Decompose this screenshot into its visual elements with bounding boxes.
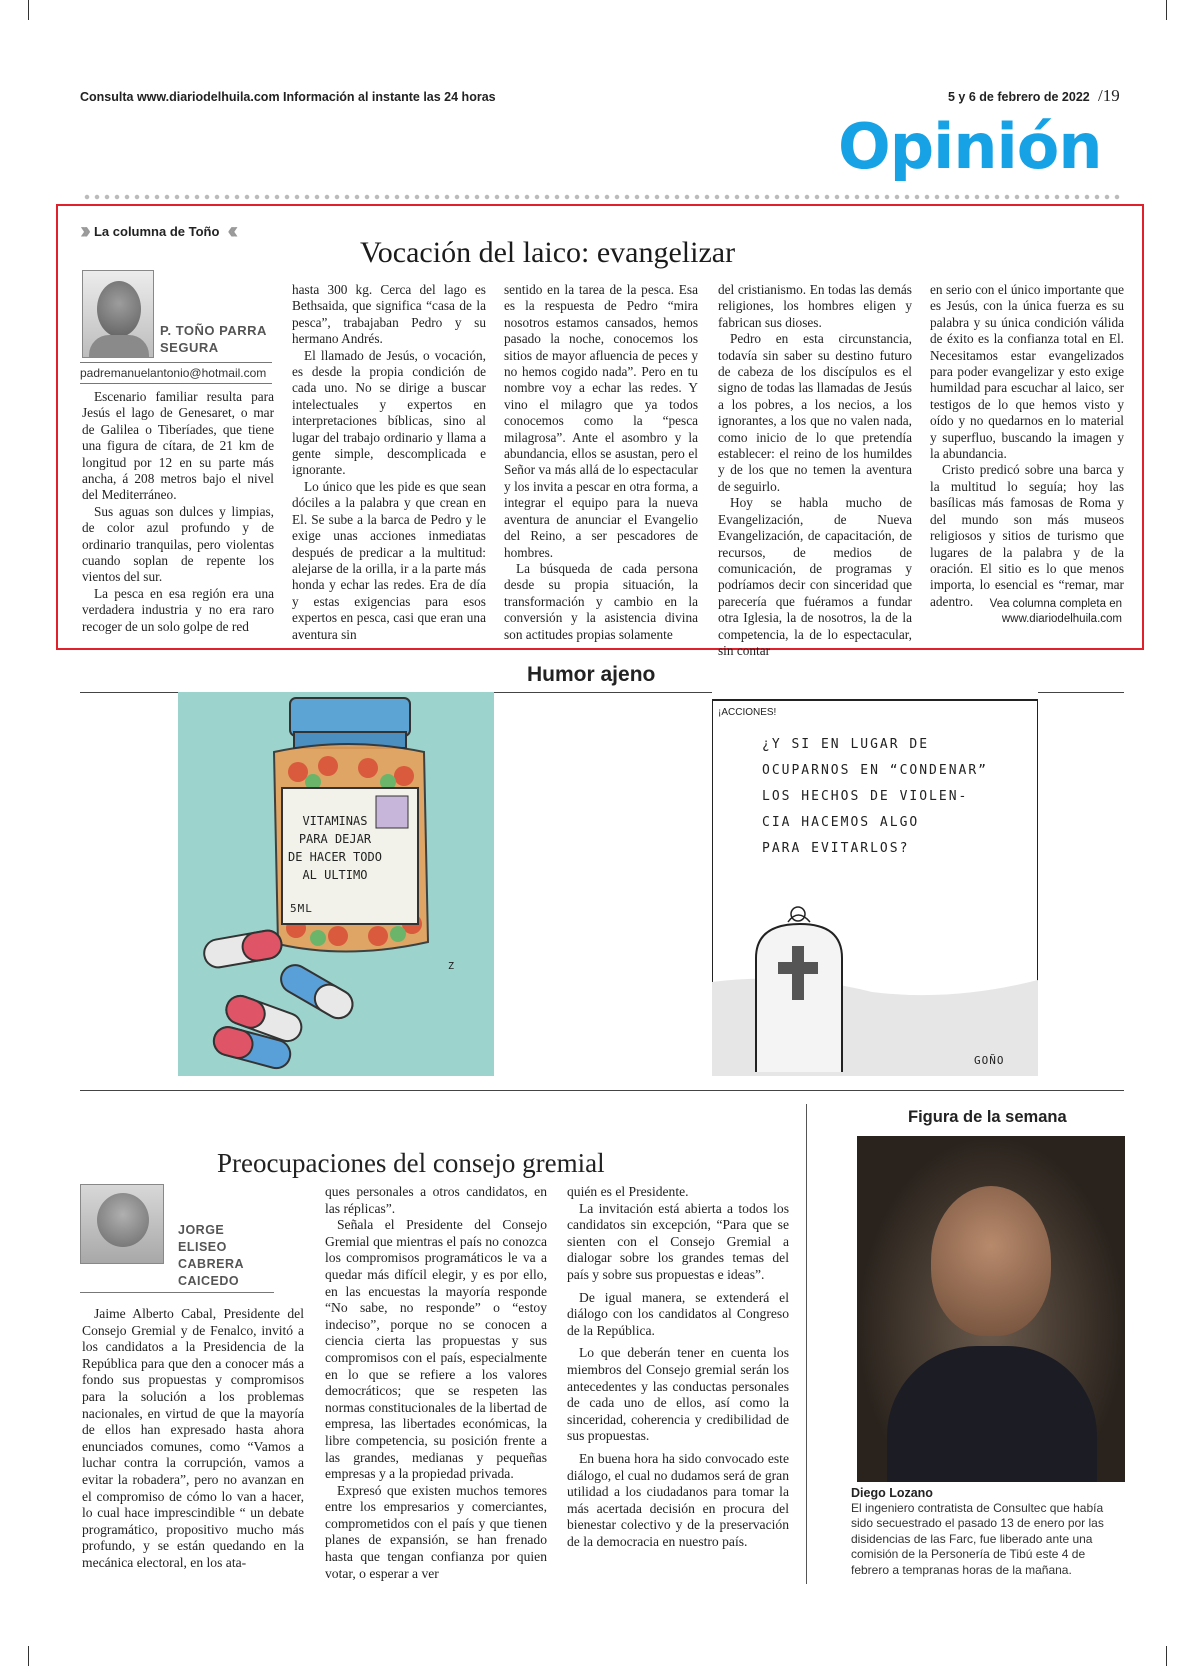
paragraph: La pesca en esa región era una verdadera industria y no era raro recoger de un solo golpe de red [82,585,274,634]
author2-name-line: CABRERA [178,1257,244,1271]
figure-name: Diego Lozano [851,1486,933,1500]
paragraph: Escenario familiar resulta para Jesús el lago de Genesaret, o mar de Galilea o Tiberíades, que tiene una figura de cítara, de 21 km de longitud por 12 en su parte más ancha, á 208 metros bajo el nivel del Mediterráneo. [82,389,274,503]
article-column-5 [930,282,1124,610]
header-website-line: Consulta www.diariodelhuila.com Información al instante las 24 horas [80,90,496,104]
artist-signature: GOÑO [974,1054,1005,1067]
paragraph: Expresó que existen muchos temores entre los empresarios y comerciantes, comprometidos con el país y que tienen planes de expansión, se han frenado hasta que tengan confianza por quien votar, o esperar a ver [325,1482,547,1581]
cartoon-speech: ¿Y SI EN LUGAR DE OCUPARNOS EN “CONDENAR” LOS HECHOS DE VIOLEN- CIA HACEMOS ALGO PARA EVITARLOS? [762,737,989,856]
paragraph: en serio con el único importante que es Jesús, con la única fuerza es su palabra y su única condición válida de éxito es la confianza total en El. Necesitamos estar evangelizados para poder evangelizar y esto exige humildad para escuchar al laico, ser testigos de lo que hemos visto y oído y no quedarnos en lo material y superfluo, buscando la imagen y la abundancia. [930,282,1124,462]
section-title: Opinión [838,110,1102,183]
read-more-label: Vea columna completa en [989,598,1122,610]
author2-name-line: JORGE [178,1223,225,1237]
read-more-note [930,597,1122,627]
paragraph: La búsqueda de cada persona desde su propia situación, la transformación y cambio en la conversión y la asistencia divina son actitudes propias solamente [504,560,698,642]
cartoon-gravestone [712,692,1038,1076]
article2-column-2 [325,1184,547,1582]
article-column-2 [292,282,486,643]
decorative-divider [82,192,1120,202]
humor-title: Humor ajeno [527,663,656,686]
author2-name [178,1222,244,1290]
author-name-line1: P. TOÑO PARRA [160,323,267,338]
paragraph: Cristo predicó sobre una barca y la multitud lo seguía; hoy las basílicas más famosas de Roma y del mundo son más museos religiosos y sitios de turismo que lugares de la palabra y de la oración. El sitio es lo que menos importa, lo esencial es “remar, mar adentro. [930,462,1124,609]
column-divider [806,1104,807,1584]
column-name-label: La columna de Toño [93,223,220,239]
author-name-line2: SEGURA [160,340,219,355]
author-name [160,322,267,356]
article2-title: Preocupaciones del consejo gremial [217,1148,605,1178]
header-date: 5 y 6 de febrero de 2022 [948,90,1090,104]
paragraph: De igual manera, se extenderá el diálogo con los candidatos al Congreso de la República. [567,1289,789,1338]
paragraph: Sus aguas son dulces y limpias, de color azul profundo y de ordinario tranquilas, pero violentas cuando soplan de repente los vientos del sur. [82,503,274,585]
column-name [80,219,233,243]
jar-label: VITAMINAS PARA DEJAR DE HACER TODO AL ULTIMO [288,814,382,882]
chevron-right-icon: ›› [80,217,86,244]
cartoon-vitamins [178,692,494,1076]
paragraph: quién es el Presidente. [567,1184,689,1199]
jar-size: 5ML [290,902,313,915]
article-column-4 [718,282,912,659]
cartoon-caption: ¡ACCIONES! [718,707,777,718]
paragraph: Jaime Alberto Cabal, Presidente del Consejo Gremial y de Fenalco, invitó a los candidatos a la Presidencia de la República para que den a conocer más a fondo sus propuestas y compromisos para la solución a los problemas nacionales, en virtud de que la mayoría de ellos han expresado hasta ahora enunciados comunes, como “Vamos a luchar contra la corrupción, vamos a evitar la robadera”, pero no avanzan en el compromiso de cómo lo van a hacer, lo cual hace imprescindible “ un debate programático, propositivo mucho más profundo, y se están quedando en la mecánica electoral, en los ata- [82,1306,304,1570]
article2-column-1 [82,1306,304,1572]
author2-photo [80,1184,164,1264]
figure-photo [857,1136,1125,1482]
paragraph: Señala el Presidente del Consejo Gremial que mientras el país no conozca los compromisos programáticos le va a quedar más difícil elegir, y es por ello, en las encuestas la mayoría responde “No sabe, no responde” o “estoy indeciso”, porque no se conocen a ciencia cierta las propuestas y sus compromisos con el país, especialmente en lo que se refiere a los valores democráticos; que se respeten las normas constitucionales de la libertad de empresa, las libertades económicas, la libre competencia, su posición frente a las grandes, medianas y pequeñas empresas y a la propiedad privada. [325,1217,547,1482]
artist-signature: Z [448,961,456,972]
author-photo [82,270,154,358]
author2-name-line: CAICEDO [178,1274,240,1288]
chevron-left-icon: ‹‹ [227,217,234,244]
paragraph: Lo que deberán tener en cuenta los miembros del Consejo gremial serán los antecedentes y las conductas personales de cada uno de ellos, así como la sinceridad, coherencia y credibilidad de sus propuestas. [567,1345,789,1444]
paragraph: ques personales a otros candidatos, en las réplicas”. [325,1184,547,1216]
paragraph: sentido en la tarea de la pesca. Esa es la respuesta de Pedro “mira nosotros estamos cansados, hemos pasado la noche, conocemos los sitios de mayor afluencia de peces y no hemos cogido nada”. Pero en tu nombre voy a echar las redes. Y vino el milagro que ya todos conocemos como la “pesca milagrosa”. Ante el asombro y la abundancia, ellos se asustan, pero el Señor va más allá de lo espectacular y los invita a pescar en otra forma, a integrar el equipo para la nueva aventura de anunciar el Evangelio del Reino, a ser pescadores de hombres. [504,282,698,560]
article-column-1 [82,389,274,635]
figure-title: Figura de la semana [908,1108,1067,1126]
article2-column-3 [567,1184,789,1550]
paragraph: En buena hora ha sido convocado este diálogo, el cual no dudamos será de gran utilidad a los ciudadanos para tomar la más acertada decisión en procura del bienestar colectivo y de la preservación de la democracia en nuestro país. [567,1450,789,1549]
author2-name-line: ELISEO [178,1240,227,1254]
article-title: Vocación del laico: evangelizar [360,236,736,269]
paragraph: Hoy se habla mucho de Evangelización, de Nueva Evangelización, de capacitación, de recursos, de medios de comunicación, de programas y podríamos decir con sinceridad que parecería que fuéramos a fundar otra Iglesia, la de nosotros, la de la competencia, la de lo espectacular, sin contar [718,495,912,658]
paragraph: La invitación está abierta a todos los candidatos sin excepción, “Para que se sienten con el Consejo Gremial a dialogar sobre los grandes temas del país y sobre sus propuestas e ideas”. [567,1200,789,1282]
paragraph: Lo único que les pide es que sean dóciles a la palabra y que crean en El. Se sube a la barca de Pedro y le exige unas acciones inmediatas después de predicar a la multitud: alejarse de la orilla, ir a la parte más honda y echar las redes. Era de día y estas exigencias para esos expertos en pesca, casi que eran una aventura sin [292,478,486,642]
author-email: padremanuelantonio@hotmail.com [80,366,267,380]
paragraph: del cristianismo. En todas las demás religiones, los hombres eligen y fabrican sus dioses. [718,282,912,330]
read-more-link[interactable]: www.diariodelhuila.com [1001,613,1122,625]
figure-caption: El ingeniero contratista de Consultec que había sido secuestrado el pasado 13 de enero por las disidencias de las Farc, fue liberado ante una comisión de la Personería de Tibú este 4 de febrero a tempranas horas de la mañana. [851,1501,1104,1577]
article-column-3 [504,282,698,643]
paragraph: hasta 300 kg. Cerca del lago es Bethsaida, que significa “casa de la pesca”, trabajaban Pedro y su hermano Andrés. [292,282,486,347]
page-number: /19 [1098,86,1120,105]
pill-bottle-illustration [178,692,494,1076]
paragraph: El llamado de Jesús, o vocación, es desde la propia condición de cada uno. No se dirige a buscar intelectuales y expertos en interpretaciones bíblicas, sino al lugar del trabajo ordinario y llama a gente simple, descomplicada e ignorante. [292,347,486,478]
paragraph: Pedro en esta circunstancia, todavía sin saber su destino futuro de cabeza de los discípulos es el signo de todas las llamadas de Jesús a los pobres, a los necios, a los ignorantes, a los que no valen nada, como inicio de lo que pretendía establecer: el reino de los humildes y de los que no temen la aventura de seguirlo. [718,331,912,494]
